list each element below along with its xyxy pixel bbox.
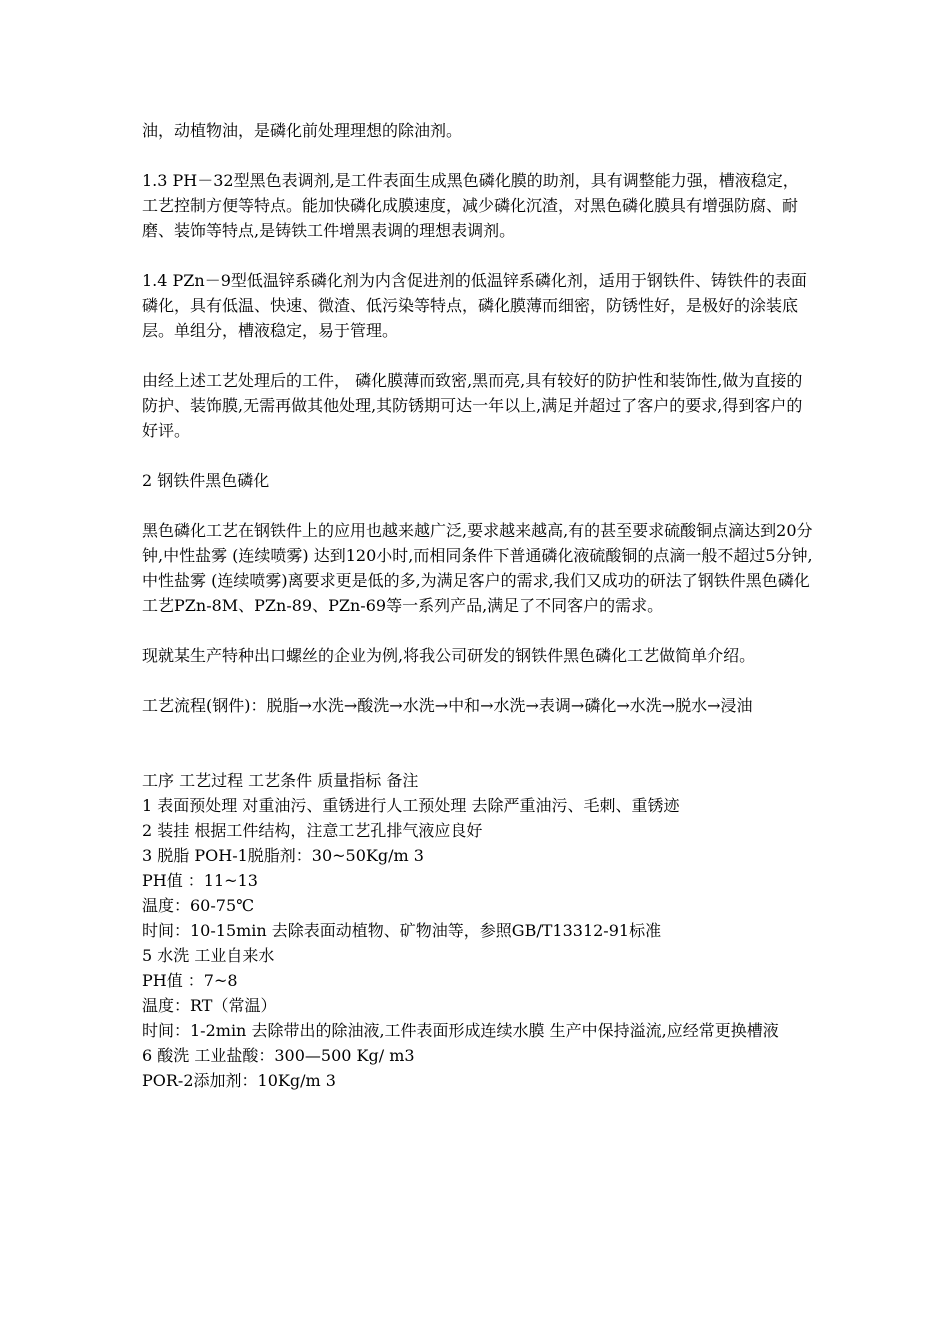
- table-line: 1 表面预处理 对重油污、重锈进行人工预处理 去除严重油污、毛刺、重锈迹: [142, 796, 680, 815]
- section-2-body-paragraph: 黑色磷化工艺在钢铁件上的应用也越来越广泛,要求越来越高,有的甚至要求硫酸铜点滴达到20分钟,中性盐雾 (连续喷雾) 达到120小时,而相同条件下普通磷化液硫酸铜的点滴一般不超过5分钟, 中性盐雾 (连续喷雾)离要求更是低的多,为满足客户的需求,我们又成功的研法了钢铁件黑色磷化工艺PZn-8M、PZn-89、PZn-69等一系列产品,满足了不同客户的需求。: [142, 521, 818, 615]
- table-line: 时间：1-2min 去除带出的除油液,工件表面形成连续水膜 生产中保持溢流,应经常更换槽液: [142, 1021, 779, 1040]
- document-body: [142, 118, 818, 1093]
- paragraph-spacer: [142, 243, 814, 268]
- table-line: 时间：10-15min 去除表面动植物、矿物油等，参照GB/T13312-91标准: [142, 921, 662, 940]
- intro-paragraph: 油，动植物油，是磷化前处理理想的除油剂。: [142, 121, 463, 140]
- table-line: 5 水洗 工业自来水: [142, 946, 275, 965]
- section-1-4-paragraph: 1.4 PZn－9型低温锌系磷化剂为内含促进剂的低温锌系磷化剂，适用于钢铁件、铸铁件的表面磷化，具有低温、快速、微渣、低污染等特点，磷化膜薄而细密，防锈性好，是极好的涂装底层。单组分，槽液稳定，易于管理。: [142, 271, 807, 340]
- section-1-3-paragraph: 1.3 PH－32型黑色表调剂,是工件表面生成黑色磷化膜的助剂，具有调整能力强，槽液稳定，工艺控制方便等特点。能加快磷化成膜速度，减少磷化沉渣，对黑色磷化膜具有增强防腐、耐磨、装饰等特点,是铸铁工件增黑表调的理想表调剂。: [142, 171, 799, 240]
- paragraph-spacer: [142, 443, 814, 468]
- process-table: [142, 768, 814, 1093]
- paragraph-spacer: [142, 343, 814, 368]
- table-line: 2 装挂 根据工件结构，注意工艺孔排气液应良好: [142, 821, 483, 840]
- table-line: POR-2添加剂：10Kg/m 3: [142, 1071, 336, 1090]
- table-line: 3 脱脂 POH-1脱脂剂：30~50Kg/m 3: [142, 846, 424, 865]
- section-2-heading: 2 钢铁件黑色磷化: [142, 471, 270, 490]
- paragraph-spacer: [142, 718, 814, 768]
- paragraph-spacer: [142, 618, 814, 643]
- table-line: 温度：60-75℃: [142, 896, 255, 915]
- paragraph-spacer: [142, 668, 814, 693]
- process-flow-paragraph: 工艺流程(钢件)：脱脂→水洗→酸洗→水洗→中和→水洗→表调→磷化→水洗→脱水→浸油: [142, 696, 753, 715]
- paragraph-spacer: [142, 493, 814, 518]
- table-header-line: 工序 工艺过程 工艺条件 质量指标 备注: [142, 771, 419, 790]
- table-line: 温度：RT（常温）: [142, 996, 277, 1015]
- paragraph-spacer: [142, 143, 814, 168]
- summary-paragraph: 由经上述工艺处理后的工件， 磷化膜薄而致密,黑而亮,具有较好的防护性和装饰性,做为直接的防护、装饰膜,无需再做其他处理,其防锈期可达一年以上,满足并超过了客户的要求,得到客户的好评。: [142, 371, 803, 440]
- table-line: 6 酸洗 工业盐酸：300—500 Kg/ m3: [142, 1046, 415, 1065]
- table-line: PH值 ：11~13: [142, 871, 258, 890]
- table-line: PH值 ：7~8: [142, 971, 238, 990]
- example-paragraph: 现就某生产特种出口螺丝的企业为例,将我公司研发的钢铁件黑色磷化工艺做简单介绍。: [142, 646, 756, 665]
